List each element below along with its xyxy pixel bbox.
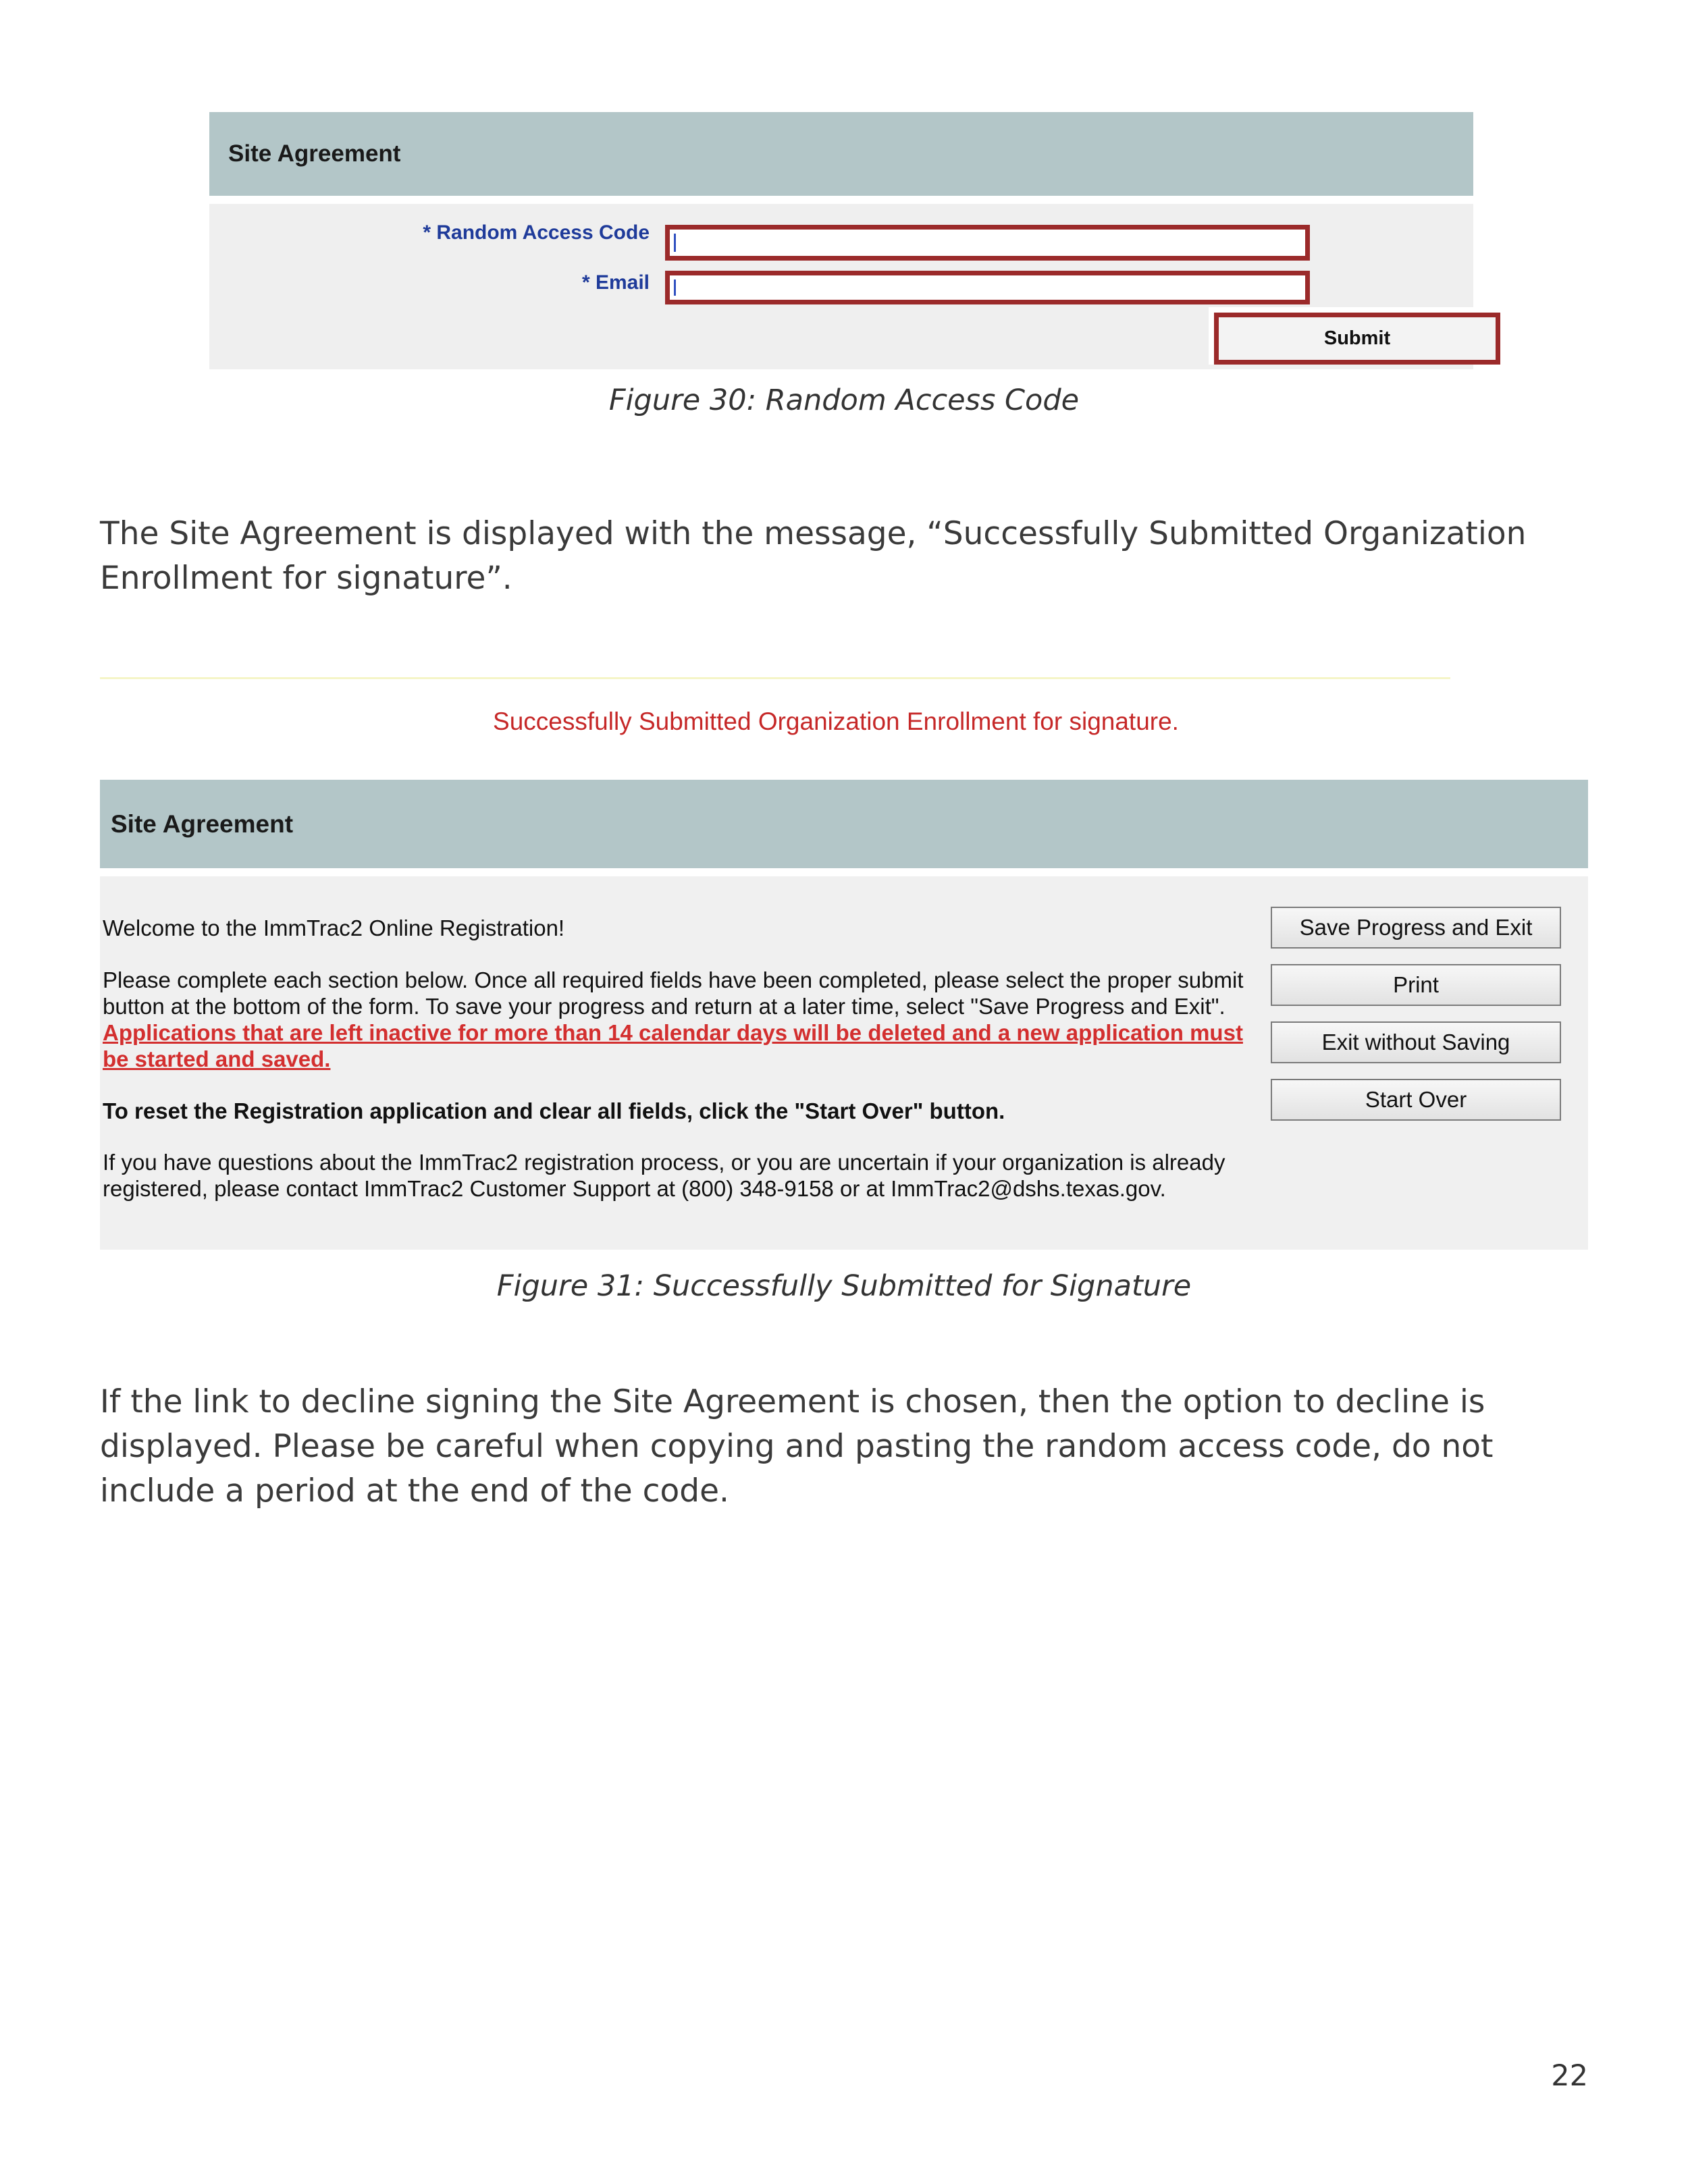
- reset-note: [103, 1098, 1250, 1124]
- figure31-caption: Figure 31: Successfully Submitted for Signature: [496, 1269, 1192, 1303]
- success-message: Successfully Submitted Organization Enrollment for signature.: [493, 708, 1179, 735]
- figure30-header-title: Site Agreement: [228, 140, 401, 167]
- paragraph-decline-info: [100, 1380, 1606, 1514]
- figure30-caption: Figure 30: Random Access Code: [608, 383, 1080, 417]
- instructions-block: [103, 967, 1250, 1072]
- reset-note-text: To reset the Registration application and clear all fields, click the "Start Over" button.: [103, 1098, 1005, 1123]
- contact-note: [103, 1149, 1250, 1202]
- instructions-text: Please complete each section below. Once all required fields have been completed, please select the proper submit button at the bottom of the form. To save your progress and return at a later time, select "Save Progress and Exit".: [103, 967, 1244, 1019]
- save-progress-and-exit-button[interactable]: Save Progress and Exit: [1271, 907, 1561, 949]
- print-button[interactable]: Print: [1271, 964, 1561, 1006]
- submit-button[interactable]: Submit: [1214, 313, 1500, 365]
- random-access-code-label: * Random Access Code: [423, 221, 650, 244]
- random-access-code-input[interactable]: [665, 225, 1310, 261]
- exit-without-saving-button[interactable]: Exit without Saving: [1271, 1021, 1561, 1063]
- divider-line: [100, 677, 1450, 679]
- paragraph-site-agreement-message: [100, 512, 1606, 601]
- welcome-line: Welcome to the ImmTrac2 Online Registration!: [103, 915, 565, 940]
- email-label: * Email: [581, 271, 650, 294]
- figure30-header: [209, 112, 1473, 196]
- page-number: 22: [1551, 2059, 1588, 2093]
- start-over-button[interactable]: Start Over: [1271, 1079, 1561, 1121]
- paragraph2-text: If the link to decline signing the Site Agreement is chosen, then the option to decline is displayed. Please be careful when copying and pasting the random access code, do not include a period at the end of the code.: [100, 1383, 1494, 1510]
- contact-note-text: If you have questions about the ImmTrac2 registration process, or you are uncertain if your organization is already registered, please contact ImmTrac2 Customer Support at (800) 348-9158 or at ImmTrac2@dshs.texas.gov.: [103, 1150, 1225, 1201]
- figure31-header-title: Site Agreement: [111, 809, 294, 838]
- email-input[interactable]: [665, 271, 1310, 304]
- inactive-warning: Applications that are left inactive for more than 14 calendar days will be deleted and a new application must be started and saved.: [103, 1020, 1243, 1071]
- figure31-header: [100, 780, 1588, 868]
- paragraph1-text: The Site Agreement is displayed with the message, “Successfully Submitted Organization Enrollment for signature”.: [100, 515, 1527, 597]
- welcome-text: [103, 915, 1250, 941]
